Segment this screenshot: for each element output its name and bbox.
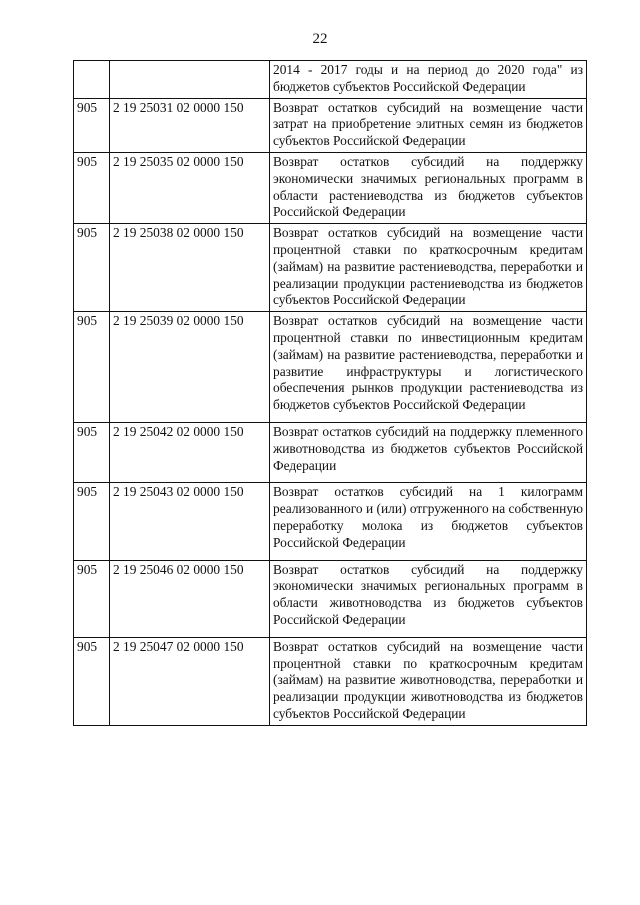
budget-code-cell: 2 19 25035 02 0000 150 (110, 152, 270, 223)
admin-code-cell: 905 (74, 98, 110, 152)
budget-code-cell: 2 19 25039 02 0000 150 (110, 312, 270, 423)
budget-code-cell: 2 19 25031 02 0000 150 (110, 98, 270, 152)
description-cell: Возврат остатков субсидий на возмещение части процентной ставки по краткосрочным кредитам (займам) на развитие растениеводства, переработки и реализации продукции растениеводства из бюджетов субъектов Российской Федерации (270, 224, 587, 312)
budget-code-cell (110, 61, 270, 99)
budget-codes-table (73, 60, 587, 726)
page-number: 22 (312, 31, 328, 47)
description-cell: Возврат остатков субсидий на поддержку экономически значимых региональных программ в области животноводства из бюджетов субъектов Российской Федерации (270, 560, 587, 637)
table-row (74, 422, 587, 482)
table-row (74, 560, 587, 637)
admin-code-cell: 905 (74, 422, 110, 482)
budget-code-cell: 2 19 25038 02 0000 150 (110, 224, 270, 312)
description-cell: Возврат остатков субсидий на 1 килограмм реализованного и (или) отгруженного на собственную переработку молока из бюджетов субъектов Российской Федерации (270, 483, 587, 560)
table-row (74, 637, 587, 725)
description-cell: Возврат остатков субсидий на возмещение части процентной ставки по инвестиционным кредитам (займам) на развитие растениеводства, переработки и развитие инфраструктуры и логистического обеспечения рынков продукции растениеводства из бюджетов субъектов Российской Федерации (270, 312, 587, 423)
description-cell: Возврат остатков субсидий на возмещение части процентной ставки по краткосрочным кредитам (займам) на развитие животноводства, переработки и реализации продукции животноводства из бюджетов субъектов Российской Федерации (270, 637, 587, 725)
table-row (74, 224, 587, 312)
budget-code-cell: 2 19 25043 02 0000 150 (110, 483, 270, 560)
description-cell: Возврат остатков субсидий на поддержку экономически значимых региональных программ в области растениеводства из бюджетов субъектов Российской Федерации (270, 152, 587, 223)
admin-code-cell (74, 61, 110, 99)
table-row (74, 152, 587, 223)
table-row (74, 312, 587, 423)
admin-code-cell: 905 (74, 312, 110, 423)
description-cell: 2014 - 2017 годы и на период до 2020 года" из бюджетов субъектов Российской Федерации (270, 61, 587, 99)
admin-code-cell: 905 (74, 560, 110, 637)
budget-code-cell: 2 19 25046 02 0000 150 (110, 560, 270, 637)
table-row (74, 483, 587, 560)
description-cell: Возврат остатков субсидий на поддержку племенного животноводства из бюджетов субъектов Российской Федерации (270, 422, 587, 482)
table-row (74, 98, 587, 152)
admin-code-cell: 905 (74, 483, 110, 560)
admin-code-cell: 905 (74, 152, 110, 223)
budget-code-cell: 2 19 25042 02 0000 150 (110, 422, 270, 482)
description-cell: Возврат остатков субсидий на возмещение части затрат на приобретение элитных семян из бюджетов субъектов Российской Федерации (270, 98, 587, 152)
table-row (74, 61, 587, 99)
admin-code-cell: 905 (74, 224, 110, 312)
budget-code-cell: 2 19 25047 02 0000 150 (110, 637, 270, 725)
admin-code-cell: 905 (74, 637, 110, 725)
